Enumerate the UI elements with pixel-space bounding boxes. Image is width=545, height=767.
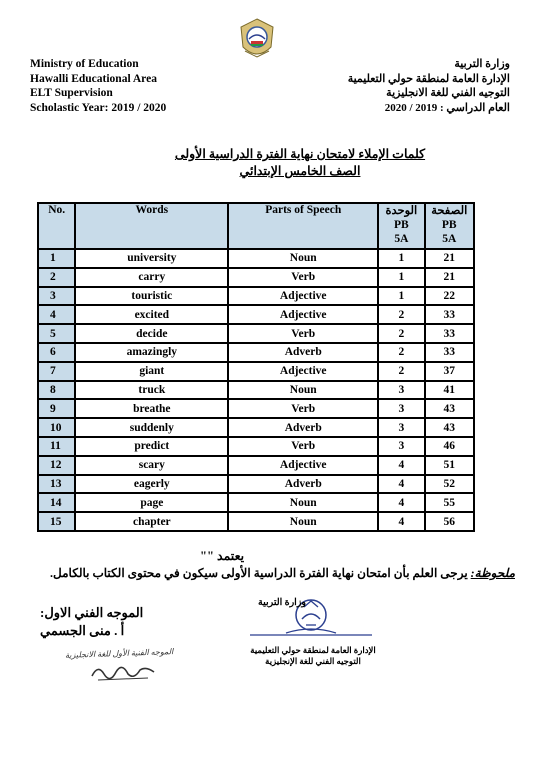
grade-subtitle: الصف الخامس الإبتدائي (239, 164, 361, 178)
row-number: 15 (38, 512, 75, 531)
area-line-ar: الإدارة العامة لمنطقة حولي التعليمية (347, 72, 510, 85)
unit-cell: 4 (378, 475, 424, 494)
row-number: 8 (38, 381, 75, 400)
table-row (38, 437, 474, 456)
table-row (38, 381, 474, 400)
row-number: 1 (38, 249, 75, 268)
pos-cell: Adverb (228, 475, 378, 494)
table-row (38, 475, 474, 494)
unit-cell: 1 (378, 249, 424, 268)
row-number: 11 (38, 437, 75, 456)
area-line: Hawalli Educational Area (30, 72, 157, 85)
table-row (38, 362, 474, 381)
word-cell: touristic (75, 287, 228, 306)
page-cell: 37 (425, 362, 474, 381)
unit-cell: 2 (378, 362, 424, 381)
header-arabic-block (348, 57, 510, 115)
pos-cell: Adjective (228, 287, 378, 306)
table-row (38, 456, 474, 475)
row-number: 7 (38, 362, 75, 381)
page-cell: 51 (425, 456, 474, 475)
supervisor-title: الموجه الفني الاول: (40, 605, 144, 620)
word-cell: eagerly (75, 475, 228, 494)
word-cell: giant (75, 362, 228, 381)
header-words: Words (75, 203, 228, 249)
pos-cell: Noun (228, 381, 378, 400)
row-number: 6 (38, 343, 75, 362)
kuwait-emblem-icon (237, 17, 277, 61)
word-cell: university (75, 249, 228, 268)
pos-cell: Adjective (228, 362, 378, 381)
unit-cell: 2 (378, 324, 424, 343)
supervision-line: ELT Supervision (30, 87, 113, 99)
pos-cell: Adverb (228, 343, 378, 362)
unit-cell: 1 (378, 287, 424, 306)
row-number: 13 (38, 475, 75, 494)
pos-cell: Verb (228, 437, 378, 456)
unit-cell: 4 (378, 512, 424, 531)
page-cell: 43 (425, 399, 474, 418)
supervisor-stamp-text: الموجه الفنية الأول للغة الانجليزية (64, 647, 174, 660)
unit-cell: 3 (378, 381, 424, 400)
row-number: 14 (38, 493, 75, 512)
seal-area-text: الإدارة العامة لمنطقة حولي التعليمية (250, 645, 376, 655)
table-row (38, 512, 474, 531)
supervision-line-ar: التوجيه الفني للغة الانجليزية (386, 87, 510, 99)
row-number: 2 (38, 268, 75, 287)
page-cell: 21 (425, 268, 474, 287)
page-cell: 52 (425, 475, 474, 494)
table-row (38, 418, 474, 437)
pos-cell: Adverb (228, 418, 378, 437)
unit-cell: 4 (378, 493, 424, 512)
table-row (38, 324, 474, 343)
unit-cell: 1 (378, 268, 424, 287)
row-number: 12 (38, 456, 75, 475)
page-cell: 43 (425, 418, 474, 437)
word-cell: decide (75, 324, 228, 343)
header-no: No. (38, 203, 75, 249)
year-line-ar: العام الدراسي : 2019 / 2020 (384, 101, 510, 114)
page-cell: 33 (425, 324, 474, 343)
word-cell: excited (75, 305, 228, 324)
seal-ministry-text: وزارة التربية (258, 598, 307, 608)
pos-cell: Verb (228, 268, 378, 287)
page-cell: 46 (425, 437, 474, 456)
unit-cell: 3 (378, 399, 424, 418)
unit-cell: 3 (378, 418, 424, 437)
pos-cell: Verb (228, 324, 378, 343)
page-cell: 33 (425, 343, 474, 362)
table-row (38, 493, 474, 512)
word-cell: truck (75, 381, 228, 400)
header-unit: الوحدة PB 5A (378, 203, 424, 249)
note-text: يرجى العلم بأن امتحان نهاية الفترة الدراسية الأولى سيكون في محتوى الكتاب بالكامل. (50, 566, 471, 580)
page-cell: 21 (425, 249, 474, 268)
table-row (38, 305, 474, 324)
unit-cell: 4 (378, 456, 424, 475)
table-row (38, 268, 474, 287)
row-number: 5 (38, 324, 75, 343)
table-row (38, 287, 474, 306)
word-cell: page (75, 493, 228, 512)
pos-cell: Verb (228, 399, 378, 418)
table-row (38, 249, 474, 268)
word-cell: predict (75, 437, 228, 456)
year-line: Scholastic Year: 2019 / 2020 (30, 101, 167, 114)
header-parts-of-speech: Parts of Speech (228, 203, 378, 249)
note-label: ملحوظة: (470, 566, 515, 580)
pos-cell: Noun (228, 249, 378, 268)
pos-cell: Noun (228, 512, 378, 531)
table-row (38, 343, 474, 362)
supervisor-name: أ . منى الجسمي (40, 623, 125, 638)
table-row (38, 399, 474, 418)
ministry-line: Ministry of Education (30, 58, 139, 70)
row-number: 3 (38, 287, 75, 306)
table-header-row (38, 203, 474, 249)
header-english-block (30, 57, 166, 115)
note-line (50, 566, 515, 581)
spelling-words-table (37, 202, 475, 532)
ministry-line-ar: وزارة التربية (454, 58, 510, 70)
unit-cell: 2 (378, 305, 424, 324)
row-number: 10 (38, 418, 75, 437)
word-cell: amazingly (75, 343, 228, 362)
page-cell: 55 (425, 493, 474, 512)
seal-supervision-text: التوجيه الفني للغة الإنجليزية (265, 656, 361, 666)
page-title: كلمات الإملاء لامتحان نهاية الفترة الدراسية الأولى (174, 147, 426, 161)
row-number: 9 (38, 399, 75, 418)
word-cell: suddenly (75, 418, 228, 437)
header-page: الصفحة PB 5A (425, 203, 474, 249)
pos-cell: Noun (228, 493, 378, 512)
word-cell: chapter (75, 512, 228, 531)
pos-cell: Adjective (228, 456, 378, 475)
approval-text: يعتمد "" (200, 549, 245, 563)
unit-cell: 3 (378, 437, 424, 456)
page-cell: 22 (425, 287, 474, 306)
word-cell: breathe (75, 399, 228, 418)
page-cell: 33 (425, 305, 474, 324)
word-cell: scary (75, 456, 228, 475)
page-cell: 56 (425, 512, 474, 531)
unit-cell: 2 (378, 343, 424, 362)
word-cell: carry (75, 268, 228, 287)
row-number: 4 (38, 305, 75, 324)
pos-cell: Adjective (228, 305, 378, 324)
page-cell: 41 (425, 381, 474, 400)
signature-icon (88, 658, 158, 684)
